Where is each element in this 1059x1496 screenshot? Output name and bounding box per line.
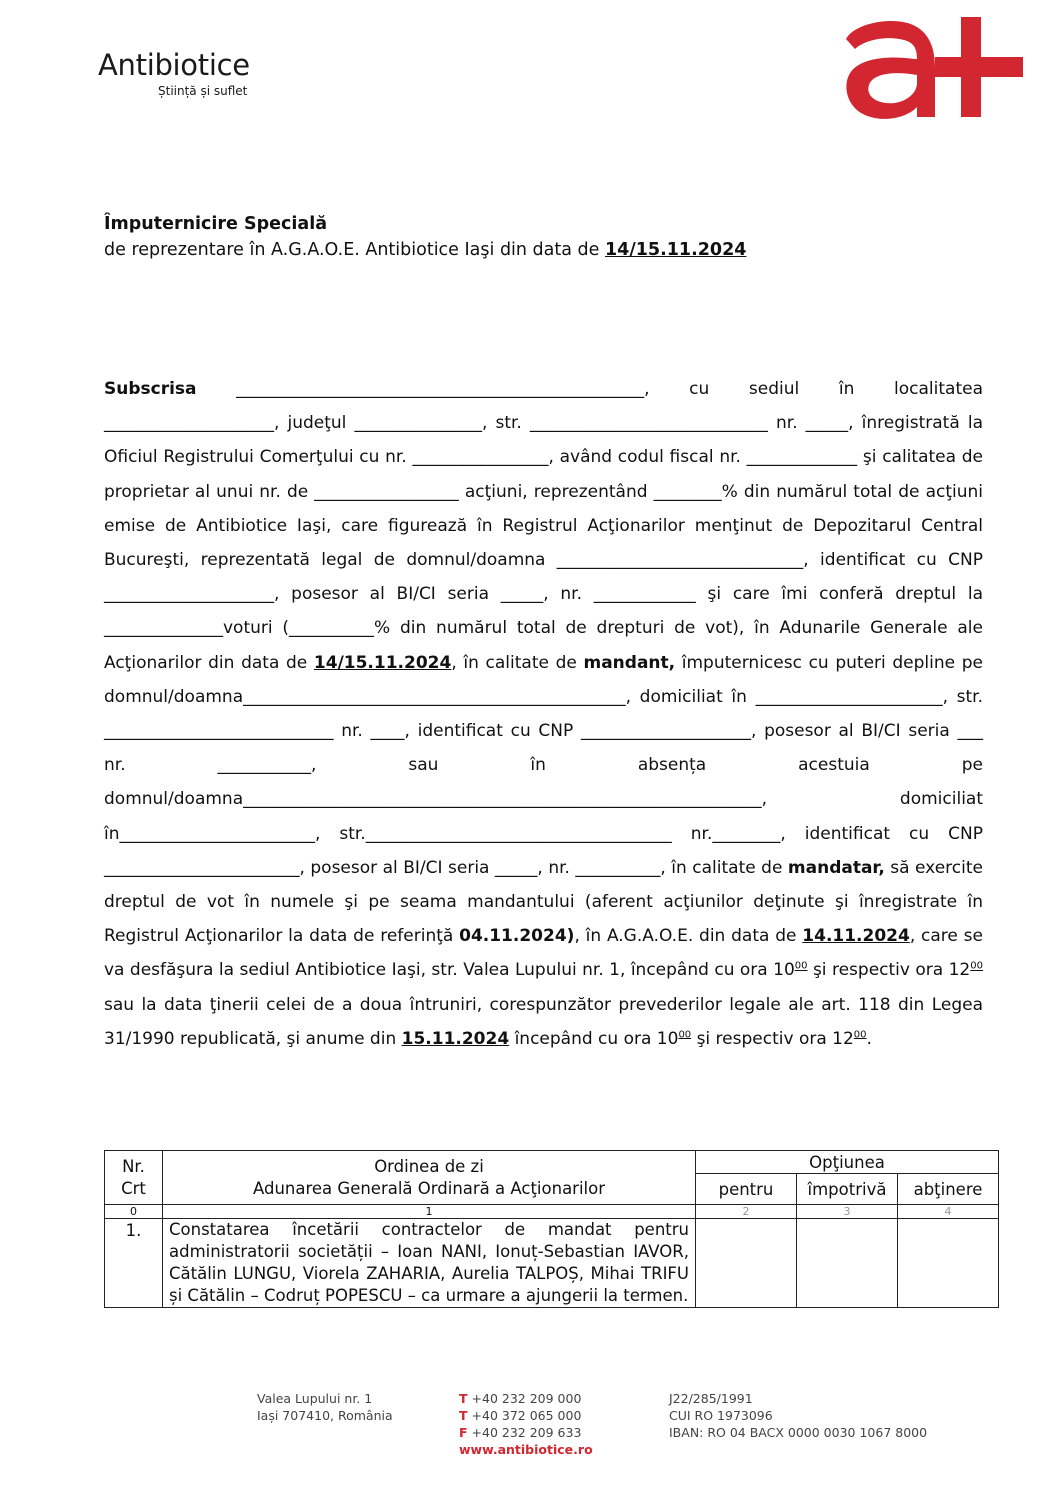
phone-number: +40 232 209 000	[471, 1391, 582, 1406]
header-agenda-line1: Ordinea de zi	[374, 1156, 484, 1176]
footer-cui: CUI RO 1973096	[669, 1408, 773, 1423]
body-segment: şi respectiv ora 12	[691, 1028, 854, 1049]
header-option: Opţiunea	[696, 1151, 999, 1174]
body-segment: , în A.G.A.O.E. din data de	[574, 926, 803, 947]
row-agenda-text: Constatarea încetării contractelor de mandat pentru administratorii societății – Ioan NANI, Ionuț-Sebastian IAVOR, Cătălin LUNGU, Viorela ZAHARIA, Aurelia TALPOȘ, Mihai TRIFU și Cătălin – Codruț POPESCU – ca urmare a ajungerii la termen.	[163, 1219, 696, 1308]
company-tagline: Știință și suflet	[158, 84, 248, 98]
mandatar-label: mandatar,	[787, 857, 885, 878]
first-meeting-date: 14.11.2024	[802, 926, 910, 947]
table-index-row	[105, 1205, 999, 1219]
body-segment: ________________________________________________, cu sediul în localitatea ____________________, judeţul _______________, str. ____________________________ nr. _____, înregistrată la Oficiul Registrului Comerţului cu nr. ________________, având codul fiscal nr. _____________ şi calitatea de proprietar al unui nr. de _________________ acţiuni, reprezentând ________% din numărul total de acţiuni emise de Antibiotice Iaşi, care figurează în Registrul Acţionarilor menţinut de Depozitarul Central Bucureşti, reprezentată legal de domnul/doamna _____________________________, identificat cu CNP ____________________, posesor al BI/CI seria _____, nr. ____________ şi care îmi conferă dreptul la ______________voturi (__________% din numărul total de drepturi de vot), în Adunarile Generale ale Acţionarilor din data de	[104, 379, 983, 673]
footer-fax	[459, 1424, 593, 1441]
vote-against-cell[interactable]	[797, 1219, 898, 1308]
document-title: Împuternicire Specială	[104, 214, 328, 234]
footer-address-line2: Iași 707410, România	[257, 1408, 393, 1423]
footer-contact	[459, 1390, 593, 1458]
index-cell: 2	[696, 1205, 797, 1219]
body-segment: să exercite dreptul de vot în numele şi pe seama mandantului (aferent acţiunilor deţinute şi înregistrate în Registrul Acţionarilor la data de referinţă	[104, 857, 983, 947]
subscriber-label: Subscrisa	[104, 379, 197, 399]
time-superscript: 00	[794, 960, 808, 972]
body-segment: împuternicesc cu puteri depline pe domnul/doamna_____________________________________________, domiciliat în ______________________, str. ___________________________ nr. ____, identificat cu CNP ____________________, posesor al BI/CI seria ___ nr. ___________, sau în absența acestuia pe domnul/doamna_____________________________________________________________, domiciliat în_______________________, str.____________________________________ nr.________, identificat cu CNP _______________________, posesor al BI/CI seria _____, nr. __________, în calitate de	[104, 652, 984, 878]
index-cell: 3	[797, 1205, 898, 1219]
index-cell: 1	[163, 1205, 696, 1219]
mandant-label: mandant,	[583, 652, 676, 673]
index-cell: 4	[898, 1205, 999, 1219]
document-subtitle	[104, 240, 746, 260]
body-paragraph	[104, 372, 983, 1056]
fax-number: +40 232 209 633	[471, 1425, 582, 1440]
meeting-date: 14/15.11.2024	[313, 652, 452, 673]
body-segment: , în calitate de	[451, 652, 584, 673]
second-meeting-date: 15.11.2024	[401, 1028, 510, 1049]
header-for: pentru	[696, 1174, 797, 1205]
body-segment: începând cu ora 10	[509, 1028, 679, 1049]
footer-website-link[interactable]: www.antibiotice.ro	[459, 1442, 593, 1457]
footer-reg-no: J22/285/1991	[669, 1391, 753, 1406]
vote-abstain-cell[interactable]	[898, 1219, 999, 1308]
reference-date: 04.11.2024)	[459, 926, 575, 947]
header-abstain: abţinere	[898, 1174, 999, 1205]
fax-label: F	[459, 1425, 468, 1440]
body-segment: sau la data ţinerii celei de a doua întruniri, corespunzător prevederilor legale ale art. 118 din Legea 31/1990 republicată, şi anume din	[104, 994, 983, 1049]
header-agenda	[163, 1151, 696, 1205]
table-row	[105, 1219, 999, 1308]
brand-logo-icon	[843, 17, 1023, 121]
phone-label: T	[459, 1391, 468, 1406]
company-logo-text: Antibiotice	[98, 48, 250, 82]
header-against: împotrivă	[797, 1174, 898, 1205]
index-cell: 0	[105, 1205, 163, 1219]
body-segment: .	[866, 1028, 872, 1049]
footer-iban: IBAN: RO 04 BACX 0000 0030 1067 8000	[669, 1425, 928, 1440]
footer-phone2	[459, 1407, 593, 1424]
power-of-attorney-body	[104, 372, 983, 1056]
subtitle-date: 14/15.11.2024	[604, 240, 747, 260]
header-agenda-line2: Adunarea Generală Ordinară a Acţionarilor	[252, 1178, 606, 1198]
subtitle-text: de reprezentare în A.G.A.O.E. Antibiotice Iaşi din data de	[104, 240, 605, 260]
footer-registration	[669, 1390, 927, 1441]
time-superscript: 00	[678, 1029, 692, 1041]
footer-phone1	[459, 1390, 593, 1407]
footer-address-line1: Valea Lupului nr. 1	[257, 1391, 373, 1406]
vote-for-cell[interactable]	[696, 1219, 797, 1308]
time-superscript: 00	[970, 960, 983, 972]
body-segment: , care se va desfăşura la sediul Antibiotice Iaşi, str. Valea Lupului nr. 1, începând cu ora 10	[104, 926, 983, 981]
header-nr-crt: Nr. Crt	[105, 1151, 163, 1205]
table-header-row	[105, 1151, 999, 1174]
footer-address	[257, 1390, 393, 1424]
time-superscript: 00	[853, 1029, 867, 1041]
body-segment: şi respectiv ora 12	[807, 960, 971, 981]
row-number: 1.	[105, 1219, 163, 1308]
phone-number: +40 372 065 000	[471, 1408, 582, 1423]
phone-label: T	[459, 1408, 468, 1423]
agenda-table	[104, 1150, 999, 1308]
